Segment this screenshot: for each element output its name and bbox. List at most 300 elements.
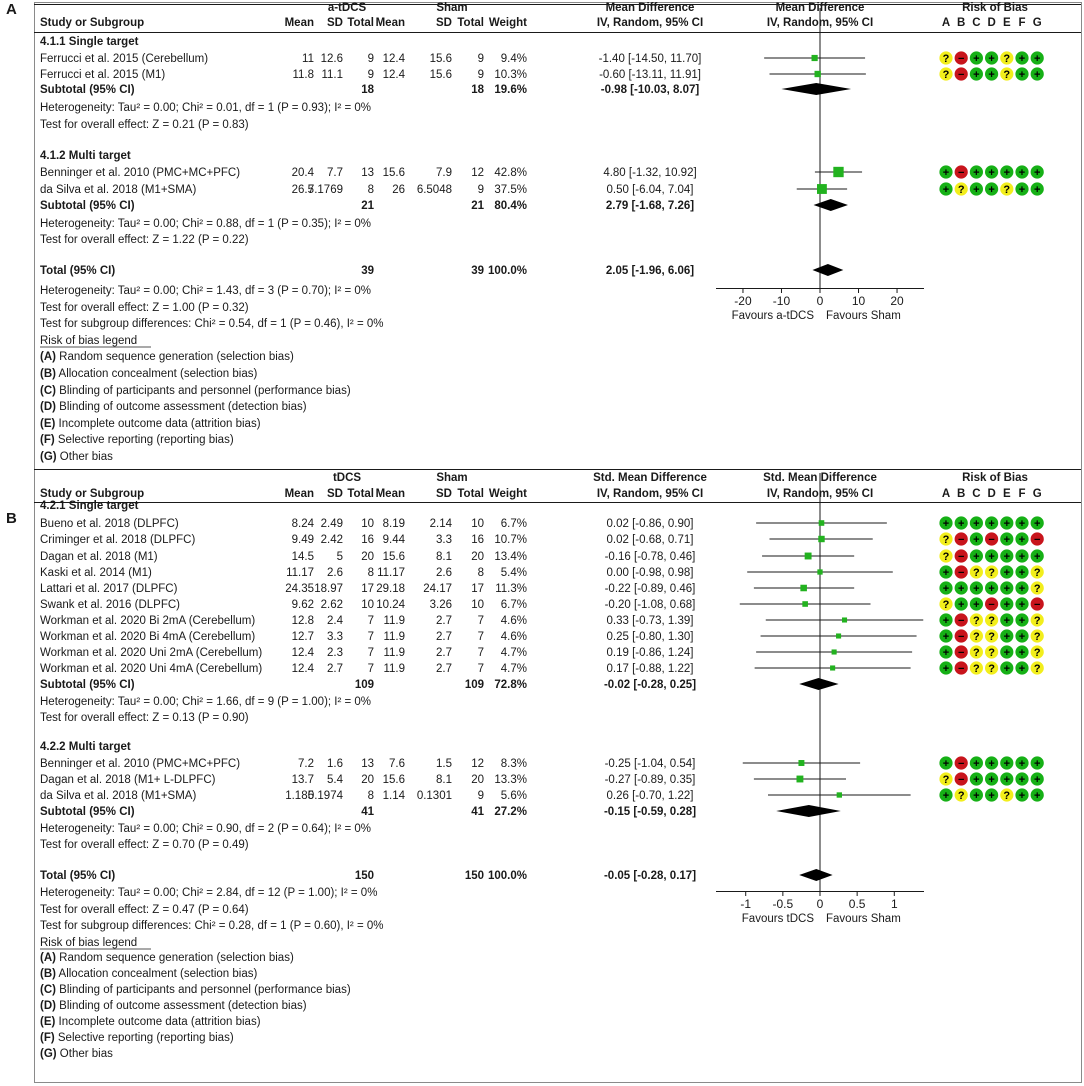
group-header-treatment: tDCS <box>332 472 362 484</box>
col-header-mean-2: Mean <box>375 17 405 29</box>
rob-symbol: + <box>1033 166 1041 179</box>
treatment-sd: 5.4 <box>327 774 343 786</box>
rob-symbol: + <box>942 566 950 579</box>
total-sham-total: 39 <box>471 265 484 277</box>
rob-legend-item <box>40 401 307 413</box>
treatment-sd: 5 <box>336 551 343 563</box>
sham-total: 17 <box>471 583 484 595</box>
rob-symbol: + <box>1033 183 1041 196</box>
x-axis-tick-label: 10 <box>851 294 866 308</box>
rob-letter-header: D <box>987 17 996 29</box>
rob-legend-text: Blinding of outcome assessment (detection bias) <box>55 401 307 413</box>
rob-legend-text: Random sequence generation (selection bias) <box>55 351 294 363</box>
rob-legend-text: Incomplete outcome data (attrition bias) <box>55 418 261 430</box>
rob-legend-letter: (G) <box>40 1048 57 1060</box>
sham-sd: 15.6 <box>429 53 452 65</box>
sham-sd: 2.14 <box>429 518 452 530</box>
rob-symbol: ? <box>973 646 980 659</box>
rob-letter-header: D <box>987 488 996 500</box>
rob-symbol: ? <box>942 598 950 611</box>
sham-total: 7 <box>477 663 484 675</box>
sham-mean: 9.44 <box>382 534 405 546</box>
sham-mean: 1.14 <box>382 790 405 802</box>
sham-sd: 3.26 <box>429 599 452 611</box>
rob-symbol: ? <box>973 614 980 627</box>
rob-symbol: + <box>1003 533 1011 546</box>
rob-symbol: ? <box>973 630 980 643</box>
rob-legend-item <box>40 984 351 996</box>
treatment-total: 16 <box>361 534 374 546</box>
col-header-weight: Weight <box>488 488 527 500</box>
study-name: Ferrucci et al. 2015 (M1) <box>40 69 166 81</box>
study-effect-ci: -0.22 [-0.89, 0.46] <box>604 583 696 595</box>
treatment-mean: 14.5 <box>291 551 314 563</box>
study-name: Workman et al. 2020 Uni 4mA (Cerebellum) <box>40 663 263 675</box>
rob-symbol: − <box>957 566 965 579</box>
rob-symbol: + <box>1018 773 1026 786</box>
study-effect-ci: 0.26 [-0.70, 1.22] <box>606 790 694 802</box>
favours-sham-label: Favours Sham <box>826 913 901 925</box>
study-name: Criminger et al. 2018 (DLPFC) <box>40 534 196 546</box>
total-weight: 100.0% <box>487 265 527 277</box>
rob-symbol: ? <box>942 52 950 65</box>
study-effect-ci: -0.27 [-0.89, 0.35] <box>604 774 696 786</box>
rob-legend-letter: (D) <box>40 401 56 413</box>
rob-symbol: + <box>988 582 995 595</box>
treatment-mean: 11.17 <box>286 567 314 579</box>
subtotal-label: Subtotal (95% CI) <box>40 679 135 691</box>
study-weight: 42.8% <box>494 167 527 179</box>
subtotal-weight: 27.2% <box>494 806 527 818</box>
rob-legend-text: Blinding of outcome assessment (detection bias) <box>55 1000 307 1012</box>
sham-sd: 2.6 <box>436 567 452 579</box>
panel-label: A <box>6 1 17 18</box>
rob-legend-text: Other bias <box>56 1048 113 1060</box>
rob-symbol: + <box>957 598 965 611</box>
study-square-marker <box>833 167 843 177</box>
rob-symbol: + <box>988 517 995 530</box>
total-treatment-total: 150 <box>354 870 374 882</box>
rob-symbol: ? <box>988 646 995 659</box>
rob-symbol: − <box>957 773 965 786</box>
rob-symbol: + <box>942 789 950 802</box>
group-header-sham: Sham <box>436 2 468 14</box>
study-effect-ci: 0.19 [-0.86, 1.24] <box>606 647 694 659</box>
rob-letter-header: G <box>1032 17 1042 29</box>
study-effect-ci: -1.40 [-14.50, 11.70] <box>598 53 702 65</box>
sham-sd: 8.1 <box>436 774 452 786</box>
rob-symbol: + <box>1018 533 1026 546</box>
rob-legend-text: Blinding of participants and personnel (performance bias) <box>55 984 351 996</box>
study-weight: 5.4% <box>500 567 527 579</box>
sham-mean: 15.6 <box>382 774 405 786</box>
treatment-sd: 0.1974 <box>307 790 343 802</box>
treatment-total: 10 <box>361 599 374 611</box>
sham-mean: 15.6 <box>382 551 405 563</box>
subtotal-label: Subtotal (95% CI) <box>40 84 135 96</box>
total-label: Total (95% CI) <box>40 870 116 882</box>
rob-symbol: ? <box>1003 789 1011 802</box>
rob-symbol: ? <box>1003 68 1011 81</box>
rob-symbol: + <box>988 773 995 786</box>
sham-total: 8 <box>477 567 484 579</box>
rob-symbol: ? <box>942 550 950 563</box>
rob-symbol: + <box>1003 517 1011 530</box>
subtotal-diamond <box>781 83 851 95</box>
col-header-total-1: Total <box>347 17 374 29</box>
subtotal-effect-ci: -0.15 [-0.59, 0.28] <box>603 806 697 818</box>
rob-symbol: + <box>988 52 995 65</box>
rob-column-title: Risk of Bias <box>962 2 1028 14</box>
rob-symbol: ? <box>1033 566 1041 579</box>
study-square-marker <box>812 55 818 61</box>
rob-legend-item <box>40 968 257 980</box>
subtotal-label: Subtotal (95% CI) <box>40 200 135 212</box>
rob-symbol: + <box>973 582 980 595</box>
sham-total: 20 <box>471 551 484 563</box>
subgroup-title: 4.2.2 Multi target <box>40 741 131 753</box>
x-axis-tick-label: 20 <box>890 294 904 308</box>
rob-legend-letter: (F) <box>40 1032 55 1044</box>
rob-symbol: + <box>1003 646 1011 659</box>
treatment-mean: 13.7 <box>291 774 314 786</box>
treatment-mean: 11 <box>302 53 314 65</box>
col-header-weight: Weight <box>488 17 527 29</box>
study-name: Workman et al. 2020 Bi 4mA (Cerebellum) <box>40 631 256 643</box>
study-effect-ci: 0.17 [-0.88, 1.22] <box>606 663 694 675</box>
sham-mean: 15.6 <box>382 167 405 179</box>
rob-symbol: ? <box>1003 183 1011 196</box>
study-square-marker <box>842 617 847 622</box>
rob-symbol: + <box>942 662 950 675</box>
rob-symbol: + <box>942 757 950 770</box>
sham-mean: 26 <box>392 184 405 196</box>
subtotal-treatment-total: 41 <box>361 806 374 818</box>
study-name: Ferrucci et al. 2015 (Cerebellum) <box>40 53 209 65</box>
sham-total: 12 <box>471 167 484 179</box>
rob-letter-header: A <box>941 17 951 29</box>
treatment-sd: 2.42 <box>320 534 343 546</box>
col-header-mean-2: Mean <box>375 488 405 500</box>
rob-symbol: − <box>988 533 995 546</box>
rob-legend-text: Allocation concealment (selection bias) <box>55 968 258 980</box>
rob-symbol: + <box>1018 757 1026 770</box>
sham-mean: 11.9 <box>383 615 405 627</box>
sham-total: 12 <box>471 758 484 770</box>
plot-column-title: Std. Mean Difference <box>763 472 877 484</box>
rob-symbol: ? <box>988 566 995 579</box>
sham-total: 7 <box>477 647 484 659</box>
rob-symbol: + <box>942 582 950 595</box>
rob-letter-header: B <box>957 17 966 29</box>
col-header-total-2: Total <box>457 17 484 29</box>
rob-symbol: + <box>1003 757 1011 770</box>
sham-sd: 2.7 <box>436 615 452 627</box>
study-weight: 4.7% <box>500 647 527 659</box>
study-name: Swank et al. 2016 (DLPFC) <box>40 599 180 611</box>
total-label: Total (95% CI) <box>40 265 116 277</box>
panel-a <box>6 1 1081 463</box>
treatment-total: 17 <box>361 583 374 595</box>
study-weight: 13.3% <box>494 774 527 786</box>
total-diamond <box>799 869 832 881</box>
rob-symbol: + <box>1018 614 1026 627</box>
study-weight: 10.3% <box>494 69 527 81</box>
study-square-marker <box>819 520 825 526</box>
study-name: Dagan et al. 2018 (M1+ L-DLPFC) <box>40 774 216 786</box>
study-name: Kaski et al. 2014 (M1) <box>40 567 152 579</box>
study-effect-ci: -0.60 [-13.11, 11.91] <box>599 69 701 81</box>
favours-sham-label: Favours Sham <box>826 310 901 322</box>
effect-column-title: Std. Mean Difference <box>593 472 707 484</box>
sham-total: 16 <box>471 534 484 546</box>
study-weight: 4.6% <box>500 615 527 627</box>
treatment-total: 13 <box>361 758 374 770</box>
rob-column-title: Risk of Bias <box>962 472 1028 484</box>
treatment-mean: 12.7 <box>291 631 314 643</box>
rob-symbol: + <box>1003 550 1011 563</box>
rob-symbol: − <box>957 533 965 546</box>
sham-total: 9 <box>477 69 484 81</box>
rob-legend-letter: (B) <box>40 968 56 980</box>
subtotal-treatment-total: 18 <box>361 84 374 96</box>
rob-symbol: + <box>942 646 950 659</box>
sham-sd: 15.6 <box>429 69 452 81</box>
sham-sd: 2.7 <box>436 663 452 675</box>
subtotal-effect-ci: -0.98 [-10.03, 8.07] <box>600 84 700 96</box>
overall-statistics-note: Test for subgroup differences: Chi² = 0.28, df = 1 (P = 0.60), I² = 0% <box>40 920 384 932</box>
rob-legend-text: Random sequence generation (selection bias) <box>55 952 294 964</box>
subgroup-title: 4.1.1 Single target <box>40 36 139 48</box>
subtotal-effect-ci: -0.02 [-0.28, 0.25] <box>603 679 697 691</box>
rob-symbol: + <box>988 550 995 563</box>
rob-legend-text: Allocation concealment (selection bias) <box>55 368 258 380</box>
rob-letter-header: A <box>941 488 951 500</box>
rob-symbol: + <box>1018 598 1026 611</box>
subtotal-weight: 72.8% <box>494 679 527 691</box>
rob-symbol: ? <box>988 662 995 675</box>
treatment-mean: 12.4 <box>291 647 314 659</box>
treatment-mean: 12.4 <box>291 663 314 675</box>
sham-sd: 2.7 <box>436 647 452 659</box>
sham-total: 20 <box>471 774 484 786</box>
rob-legend-text: Incomplete outcome data (attrition bias) <box>55 1016 261 1028</box>
subgroup-statistics-note: Heterogeneity: Tau² = 0.00; Chi² = 0.01, df = 1 (P = 0.93); I² = 0% <box>40 102 372 114</box>
study-square-marker <box>805 553 812 560</box>
sham-total: 9 <box>477 790 484 802</box>
col-header-mean-1: Mean <box>284 488 314 500</box>
rob-legend-item <box>40 1032 234 1044</box>
col-header-sd-1: SD <box>327 488 343 500</box>
study-name: Benninger et al. 2010 (PMC+MC+PFC) <box>40 167 241 179</box>
subgroup-statistics-note: Heterogeneity: Tau² = 0.00; Chi² = 0.88, df = 1 (P = 0.35); I² = 0% <box>40 218 372 230</box>
study-name: Workman et al. 2020 Uni 2mA (Cerebellum) <box>40 647 263 659</box>
subgroup-statistics-note: Test for overall effect: Z = 0.13 (P = 0.90) <box>40 712 249 724</box>
study-weight: 9.4% <box>500 53 527 65</box>
subtotal-label: Subtotal (95% CI) <box>40 806 135 818</box>
subtotal-sham-total: 21 <box>471 200 484 212</box>
rob-symbol: + <box>1018 662 1026 675</box>
x-axis-tick-label: -10 <box>772 294 791 308</box>
rob-legend-item <box>40 451 113 463</box>
treatment-sd: 2.6 <box>327 567 343 579</box>
plot-column-title: Mean Difference <box>775 2 865 14</box>
rob-symbol: + <box>1033 517 1041 530</box>
study-effect-ci: -0.25 [-1.04, 0.54] <box>604 758 696 770</box>
rob-symbol: + <box>1018 630 1026 643</box>
rob-symbol: ? <box>1033 646 1041 659</box>
study-name: Bueno et al. 2018 (DLPFC) <box>40 518 179 530</box>
col-header-sd-2: SD <box>436 17 452 29</box>
rob-symbol: + <box>1018 183 1026 196</box>
subgroup-title: 4.2.1 Single target <box>40 500 139 512</box>
rob-symbol: + <box>1003 773 1011 786</box>
rob-symbol: + <box>1033 68 1041 81</box>
study-effect-ci: -0.20 [-1.08, 0.68] <box>604 599 696 611</box>
rob-symbol: + <box>1003 630 1011 643</box>
rob-legend-letter: (G) <box>40 451 57 463</box>
treatment-sd: 7.1769 <box>307 184 343 196</box>
rob-symbol: + <box>988 757 995 770</box>
col-header-mean-1: Mean <box>284 17 314 29</box>
rob-letter-header: F <box>1018 488 1026 500</box>
x-axis-tick-label: -0.5 <box>772 897 794 911</box>
study-name: da Silva et al. 2018 (M1+SMA) <box>40 790 197 802</box>
subtotal-effect-ci: 2.79 [-1.68, 7.26] <box>605 200 695 212</box>
rob-symbol: + <box>1018 550 1026 563</box>
effect-column-title: Mean Difference <box>605 2 695 14</box>
rob-legend-text: Other bias <box>56 451 113 463</box>
rob-legend-text: Selective reporting (reporting bias) <box>54 1032 234 1044</box>
sham-sd: 7.9 <box>436 167 452 179</box>
sham-sd: 3.3 <box>436 534 452 546</box>
rob-symbol: + <box>957 517 965 530</box>
study-effect-ci: 0.50 [-6.04, 7.04] <box>606 184 694 196</box>
rob-symbol: + <box>973 183 980 196</box>
study-weight: 13.4% <box>494 551 527 563</box>
study-square-marker <box>818 536 824 542</box>
rob-symbol: + <box>988 166 995 179</box>
rob-symbol: + <box>1003 598 1011 611</box>
col-header-total-2: Total <box>457 488 484 500</box>
rob-symbol: + <box>973 52 980 65</box>
treatment-sd: 7.7 <box>327 167 343 179</box>
treatment-total: 9 <box>367 53 374 65</box>
overall-statistics-note: Test for subgroup differences: Chi² = 0.54, df = 1 (P = 0.46), I² = 0% <box>40 318 384 330</box>
col-header-effect: IV, Random, 95% CI <box>596 488 704 500</box>
overall-statistics-note: Test for overall effect: Z = 0.47 (P = 0.64) <box>40 904 249 916</box>
treatment-mean: 24.35 <box>285 583 314 595</box>
rob-symbol: − <box>957 646 965 659</box>
study-square-marker <box>800 585 807 592</box>
favours-treatment-label: Favours tDCS <box>741 913 814 925</box>
total-treatment-total: 39 <box>361 265 374 277</box>
rob-legend-letter: (E) <box>40 418 56 430</box>
total-effect-ci: 2.05 [-1.96, 6.06] <box>605 265 695 277</box>
treatment-total: 8 <box>367 184 374 196</box>
subgroup-statistics-note: Test for overall effect: Z = 0.70 (P = 0.49) <box>40 839 249 851</box>
study-weight: 4.7% <box>500 663 527 675</box>
study-square-marker <box>817 569 822 574</box>
subgroup-statistics-note: Heterogeneity: Tau² = 0.00; Chi² = 1.66, df = 9 (P = 1.00); I² = 0% <box>40 696 372 708</box>
study-square-marker <box>797 776 804 783</box>
study-name: Workman et al. 2020 Bi 2mA (Cerebellum) <box>40 615 256 627</box>
study-weight: 5.6% <box>500 790 527 802</box>
treatment-mean: 9.62 <box>291 599 314 611</box>
treatment-sd: 12.6 <box>320 53 343 65</box>
x-axis-tick-label: 1 <box>890 897 898 911</box>
rob-symbol: ? <box>1033 582 1041 595</box>
sham-mean: 12.4 <box>382 69 405 81</box>
rob-symbol: − <box>988 598 995 611</box>
subtotal-diamond <box>799 678 838 690</box>
rob-legend-item <box>40 385 351 397</box>
overall-statistics-note: Heterogeneity: Tau² = 0.00; Chi² = 1.43, df = 3 (P = 0.70); I² = 0% <box>40 285 372 297</box>
study-square-marker <box>832 649 837 654</box>
sham-total: 10 <box>471 599 484 611</box>
rob-legend-title: Risk of bias legend <box>40 937 138 949</box>
treatment-sd: 18.97 <box>314 583 343 595</box>
study-name: Lattari et al. 2017 (DLPFC) <box>40 583 178 595</box>
study-square-marker <box>815 71 821 77</box>
sham-mean: 29.18 <box>376 583 405 595</box>
rob-symbol: ? <box>1033 630 1041 643</box>
col-header-total-1: Total <box>347 488 374 500</box>
study-weight: 37.5% <box>494 184 527 196</box>
sham-sd: 24.17 <box>423 583 452 595</box>
treatment-sd: 2.62 <box>320 599 343 611</box>
sham-mean: 11.9 <box>383 631 405 643</box>
sham-sd: 6.5048 <box>416 184 452 196</box>
treatment-total: 13 <box>361 167 374 179</box>
rob-symbol: + <box>973 68 980 81</box>
subtotal-sham-total: 18 <box>471 84 484 96</box>
rob-legend-letter: (E) <box>40 1016 56 1028</box>
rob-symbol: − <box>957 52 965 65</box>
col-header-sd-1: SD <box>327 17 343 29</box>
treatment-sd: 2.49 <box>320 518 343 530</box>
rob-symbol: + <box>973 166 980 179</box>
rob-symbol: + <box>942 630 950 643</box>
rob-symbol: ? <box>988 614 995 627</box>
treatment-mean: 7.2 <box>298 758 314 770</box>
x-axis-tick-label: -20 <box>734 294 752 308</box>
treatment-total: 7 <box>367 615 374 627</box>
rob-symbol: ? <box>942 773 950 786</box>
rob-symbol: + <box>942 183 950 196</box>
study-square-marker <box>837 792 842 797</box>
rob-symbol: − <box>957 68 965 81</box>
subtotal-weight: 80.4% <box>494 200 527 212</box>
rob-symbol: + <box>973 517 980 530</box>
rob-symbol: ? <box>957 789 965 802</box>
study-square-marker <box>798 760 804 766</box>
study-name: Benninger et al. 2010 (PMC+MC+PFC) <box>40 758 241 770</box>
rob-symbol: ? <box>1033 614 1041 627</box>
study-weight: 10.7% <box>494 534 527 546</box>
overall-statistics-note: Test for overall effect: Z = 1.00 (P = 0.32) <box>40 302 249 314</box>
rob-symbol: + <box>1003 166 1011 179</box>
x-axis-tick-label: 0 <box>816 897 824 911</box>
rob-symbol: + <box>1018 52 1026 65</box>
x-axis-tick-label: -1 <box>740 897 752 911</box>
rob-legend-text: Blinding of participants and personnel (performance bias) <box>55 385 351 397</box>
treatment-sd: 2.4 <box>327 615 343 627</box>
rob-letter-header: C <box>972 17 981 29</box>
treatment-sd: 2.3 <box>327 647 343 659</box>
rob-symbol: + <box>957 582 965 595</box>
total-sham-total: 150 <box>464 870 484 882</box>
